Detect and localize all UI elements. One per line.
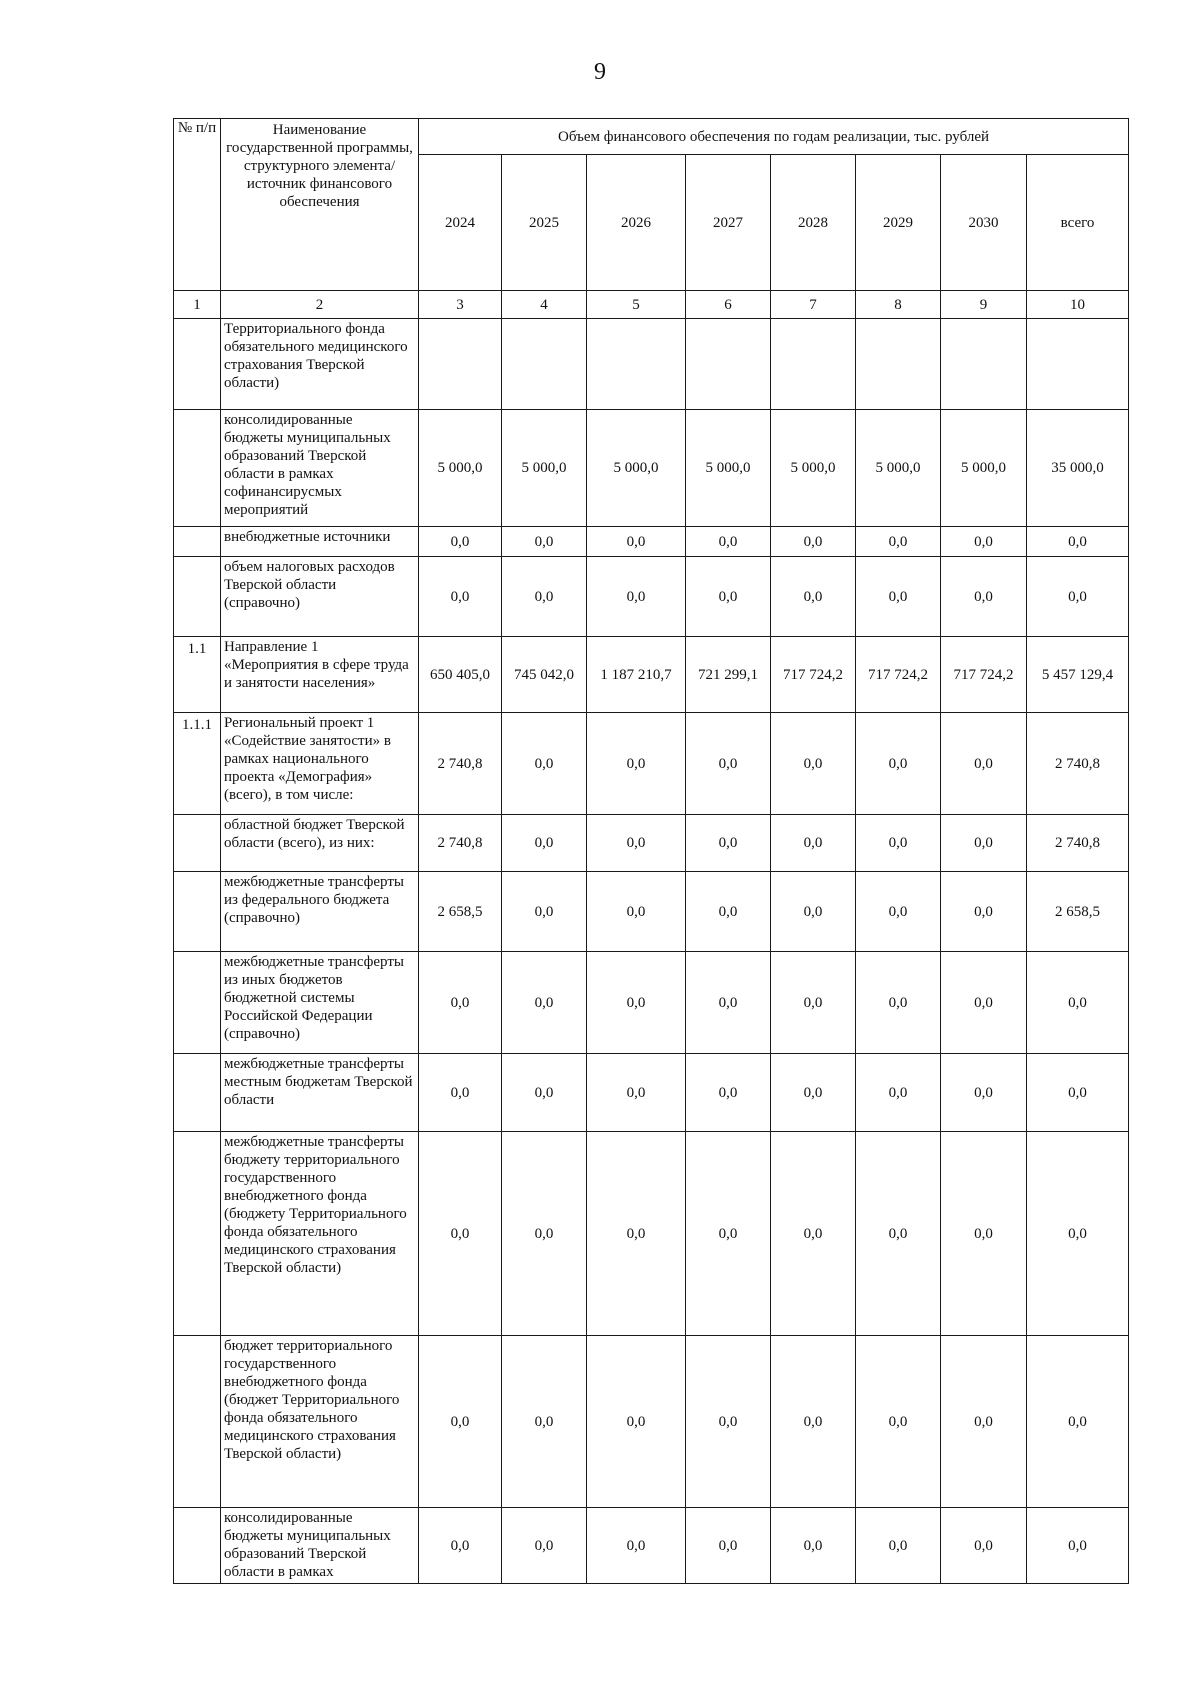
header-year: 2026 bbox=[587, 155, 686, 291]
row-number bbox=[174, 952, 221, 1054]
row-value: 0,0 bbox=[587, 815, 686, 872]
row-value: 0,0 bbox=[419, 1054, 502, 1132]
row-value: 0,0 bbox=[941, 1054, 1027, 1132]
row-value: 0,0 bbox=[771, 1132, 856, 1336]
row-value: 0,0 bbox=[686, 1132, 771, 1336]
row-value: 0,0 bbox=[856, 1508, 941, 1584]
row-value: 0,0 bbox=[941, 1336, 1027, 1508]
row-value bbox=[686, 319, 771, 410]
row-name: областной бюджет Тверской области (всего), из них: bbox=[221, 815, 419, 872]
row-value-total: 0,0 bbox=[1027, 1132, 1129, 1336]
row-value: 2 740,8 bbox=[419, 815, 502, 872]
table-row bbox=[174, 713, 1129, 815]
row-value: 0,0 bbox=[686, 952, 771, 1054]
row-value: 0,0 bbox=[771, 713, 856, 815]
row-value: 0,0 bbox=[856, 1054, 941, 1132]
row-name: консолидированные бюджеты муниципальных образований Тверской области в рамках софинансирусмых мероприятий bbox=[221, 410, 419, 527]
row-value: 0,0 bbox=[941, 527, 1027, 557]
row-value: 0,0 bbox=[587, 1132, 686, 1336]
row-value: 5 000,0 bbox=[502, 410, 587, 527]
row-value-total: 35 000,0 bbox=[1027, 410, 1129, 527]
row-value: 0,0 bbox=[587, 872, 686, 952]
header-year: 2025 bbox=[502, 155, 587, 291]
column-number: 3 bbox=[419, 291, 502, 319]
row-value: 0,0 bbox=[686, 815, 771, 872]
row-value-total: 2 740,8 bbox=[1027, 815, 1129, 872]
row-value-total: 0,0 bbox=[1027, 952, 1129, 1054]
row-value: 0,0 bbox=[856, 872, 941, 952]
row-value: 717 724,2 bbox=[771, 637, 856, 713]
header-col-no: № п/п bbox=[174, 119, 221, 291]
row-value: 5 000,0 bbox=[941, 410, 1027, 527]
table-row bbox=[174, 410, 1129, 527]
column-number: 9 bbox=[941, 291, 1027, 319]
table-header bbox=[174, 119, 1129, 319]
row-value: 0,0 bbox=[502, 1132, 587, 1336]
table-row bbox=[174, 1336, 1129, 1508]
column-number: 10 bbox=[1027, 291, 1129, 319]
row-value-total bbox=[1027, 319, 1129, 410]
column-number-row bbox=[174, 291, 1129, 319]
row-value: 0,0 bbox=[502, 1508, 587, 1584]
row-value: 745 042,0 bbox=[502, 637, 587, 713]
row-value: 0,0 bbox=[419, 952, 502, 1054]
row-name: межбюджетные трансферты местным бюджетам Тверской области bbox=[221, 1054, 419, 1132]
row-value: 0,0 bbox=[502, 1054, 587, 1132]
row-number bbox=[174, 1132, 221, 1336]
row-value-total: 5 457 129,4 bbox=[1027, 637, 1129, 713]
row-value: 5 000,0 bbox=[856, 410, 941, 527]
row-value: 0,0 bbox=[502, 815, 587, 872]
header-col-name bbox=[221, 119, 419, 291]
row-value: 5 000,0 bbox=[686, 410, 771, 527]
row-value: 0,0 bbox=[419, 1508, 502, 1584]
table-row bbox=[174, 1054, 1129, 1132]
row-number bbox=[174, 557, 221, 637]
row-value: 5 000,0 bbox=[419, 410, 502, 527]
row-number: 1.1 bbox=[174, 637, 221, 713]
column-number: 6 bbox=[686, 291, 771, 319]
row-value: 0,0 bbox=[686, 557, 771, 637]
row-value: 2 740,8 bbox=[419, 713, 502, 815]
header-col-name-text: Наименование государственной программы, структурного элемента/источник финансового обеспечения bbox=[226, 122, 413, 210]
row-name: межбюджетные трансферты бюджету территориального государственного внебюджетного фонда (бюджету Территориального фонда обязательного медицинского страхования Тверской области) bbox=[221, 1132, 419, 1336]
row-number bbox=[174, 872, 221, 952]
row-value-total: 2 740,8 bbox=[1027, 713, 1129, 815]
row-value: 0,0 bbox=[587, 1508, 686, 1584]
header-year-total: всего bbox=[1027, 155, 1129, 291]
row-value-total: 0,0 bbox=[1027, 1336, 1129, 1508]
page-number: 9 bbox=[594, 59, 606, 85]
row-value: 0,0 bbox=[941, 1132, 1027, 1336]
row-value: 0,0 bbox=[686, 1336, 771, 1508]
table-row bbox=[174, 637, 1129, 713]
table-row bbox=[174, 527, 1129, 557]
table-row bbox=[174, 557, 1129, 637]
row-value: 0,0 bbox=[587, 713, 686, 815]
row-value: 0,0 bbox=[419, 527, 502, 557]
row-value: 0,0 bbox=[856, 527, 941, 557]
row-value: 0,0 bbox=[502, 872, 587, 952]
row-value: 0,0 bbox=[419, 1336, 502, 1508]
row-value bbox=[856, 319, 941, 410]
row-value: 0,0 bbox=[587, 952, 686, 1054]
row-number bbox=[174, 815, 221, 872]
row-value: 0,0 bbox=[941, 1508, 1027, 1584]
row-value: 0,0 bbox=[419, 1132, 502, 1336]
row-value-total: 0,0 bbox=[1027, 1054, 1129, 1132]
table-row bbox=[174, 815, 1129, 872]
row-value bbox=[941, 319, 1027, 410]
row-value: 0,0 bbox=[771, 952, 856, 1054]
column-number: 7 bbox=[771, 291, 856, 319]
row-value: 0,0 bbox=[941, 713, 1027, 815]
row-value: 0,0 bbox=[771, 1508, 856, 1584]
row-value: 0,0 bbox=[856, 952, 941, 1054]
row-value: 0,0 bbox=[856, 815, 941, 872]
table-body bbox=[174, 319, 1129, 1584]
table-row bbox=[174, 319, 1129, 410]
header-year: 2030 bbox=[941, 155, 1027, 291]
row-value: 5 000,0 bbox=[587, 410, 686, 527]
header-year: 2028 bbox=[771, 155, 856, 291]
row-value: 0,0 bbox=[502, 952, 587, 1054]
table-row bbox=[174, 872, 1129, 952]
row-value: 0,0 bbox=[941, 872, 1027, 952]
row-value: 0,0 bbox=[686, 872, 771, 952]
row-value: 0,0 bbox=[856, 557, 941, 637]
table-row bbox=[174, 952, 1129, 1054]
row-number bbox=[174, 1508, 221, 1584]
row-name: межбюджетные трансферты из федерального бюджета (справочно) bbox=[221, 872, 419, 952]
column-number: 1 bbox=[174, 291, 221, 319]
row-value: 0,0 bbox=[771, 527, 856, 557]
row-value: 0,0 bbox=[502, 527, 587, 557]
row-value: 0,0 bbox=[941, 952, 1027, 1054]
row-value: 0,0 bbox=[686, 527, 771, 557]
row-value: 0,0 bbox=[502, 557, 587, 637]
table-row bbox=[174, 1132, 1129, 1336]
row-value: 0,0 bbox=[856, 1336, 941, 1508]
row-value-total: 0,0 bbox=[1027, 1508, 1129, 1584]
column-number: 8 bbox=[856, 291, 941, 319]
row-number bbox=[174, 410, 221, 527]
row-number bbox=[174, 1336, 221, 1508]
row-value: 0,0 bbox=[587, 1336, 686, 1508]
row-value: 0,0 bbox=[771, 557, 856, 637]
financing-table bbox=[173, 118, 1129, 1584]
row-value: 717 724,2 bbox=[941, 637, 1027, 713]
row-value: 0,0 bbox=[686, 1054, 771, 1132]
column-number: 5 bbox=[587, 291, 686, 319]
row-name: Направление 1 «Мероприятия в сфере труда и занятости населения» bbox=[221, 637, 419, 713]
row-name: бюджет территориального государственного внебюджетного фонда (бюджет Территориального фонда обязательного медицинского страхования Тверской области) bbox=[221, 1336, 419, 1508]
row-value: 5 000,0 bbox=[771, 410, 856, 527]
row-value: 0,0 bbox=[771, 872, 856, 952]
header-col-group: Объем финансового обеспечения по годам реализации, тыс. рублей bbox=[419, 119, 1129, 155]
column-number: 2 bbox=[221, 291, 419, 319]
row-name: объем налоговых расходов Тверской области (справочно) bbox=[221, 557, 419, 637]
row-value: 0,0 bbox=[419, 557, 502, 637]
row-value: 0,0 bbox=[941, 815, 1027, 872]
row-value bbox=[771, 319, 856, 410]
row-number bbox=[174, 527, 221, 557]
header-year: 2024 bbox=[419, 155, 502, 291]
header-year: 2027 bbox=[686, 155, 771, 291]
row-value bbox=[419, 319, 502, 410]
column-number: 4 bbox=[502, 291, 587, 319]
row-value bbox=[587, 319, 686, 410]
row-number bbox=[174, 1054, 221, 1132]
table-row bbox=[174, 1508, 1129, 1584]
row-name: межбюджетные трансферты из иных бюджетов бюджетной системы Российской Федерации (справочно) bbox=[221, 952, 419, 1054]
row-value: 0,0 bbox=[856, 1132, 941, 1336]
row-name: консолидированные бюджеты муниципальных образований Тверской области в рамках bbox=[221, 1508, 419, 1584]
row-value: 0,0 bbox=[686, 1508, 771, 1584]
row-value: 0,0 bbox=[686, 713, 771, 815]
header-year: 2029 bbox=[856, 155, 941, 291]
row-value: 0,0 bbox=[856, 713, 941, 815]
row-value: 650 405,0 bbox=[419, 637, 502, 713]
row-value bbox=[502, 319, 587, 410]
row-value: 0,0 bbox=[587, 557, 686, 637]
row-value: 2 658,5 bbox=[419, 872, 502, 952]
row-value: 717 724,2 bbox=[856, 637, 941, 713]
row-value-total: 2 658,5 bbox=[1027, 872, 1129, 952]
row-name: внебюджетные источники bbox=[221, 527, 419, 557]
row-name: Территориального фонда обязательного медицинского страхования Тверской области) bbox=[221, 319, 419, 410]
row-value: 0,0 bbox=[502, 713, 587, 815]
row-value-total: 0,0 bbox=[1027, 527, 1129, 557]
row-value: 0,0 bbox=[941, 557, 1027, 637]
row-value: 0,0 bbox=[502, 1336, 587, 1508]
row-value: 1 187 210,7 bbox=[587, 637, 686, 713]
row-name: Региональный проект 1 «Содействие занятости» в рамках национального проекта «Демография» (всего), в том числе: bbox=[221, 713, 419, 815]
row-value: 0,0 bbox=[771, 1336, 856, 1508]
row-value: 721 299,1 bbox=[686, 637, 771, 713]
row-value-total: 0,0 bbox=[1027, 557, 1129, 637]
row-value: 0,0 bbox=[771, 1054, 856, 1132]
row-number: 1.1.1 bbox=[174, 713, 221, 815]
row-value: 0,0 bbox=[587, 527, 686, 557]
row-number bbox=[174, 319, 221, 410]
row-value: 0,0 bbox=[587, 1054, 686, 1132]
row-value: 0,0 bbox=[771, 815, 856, 872]
